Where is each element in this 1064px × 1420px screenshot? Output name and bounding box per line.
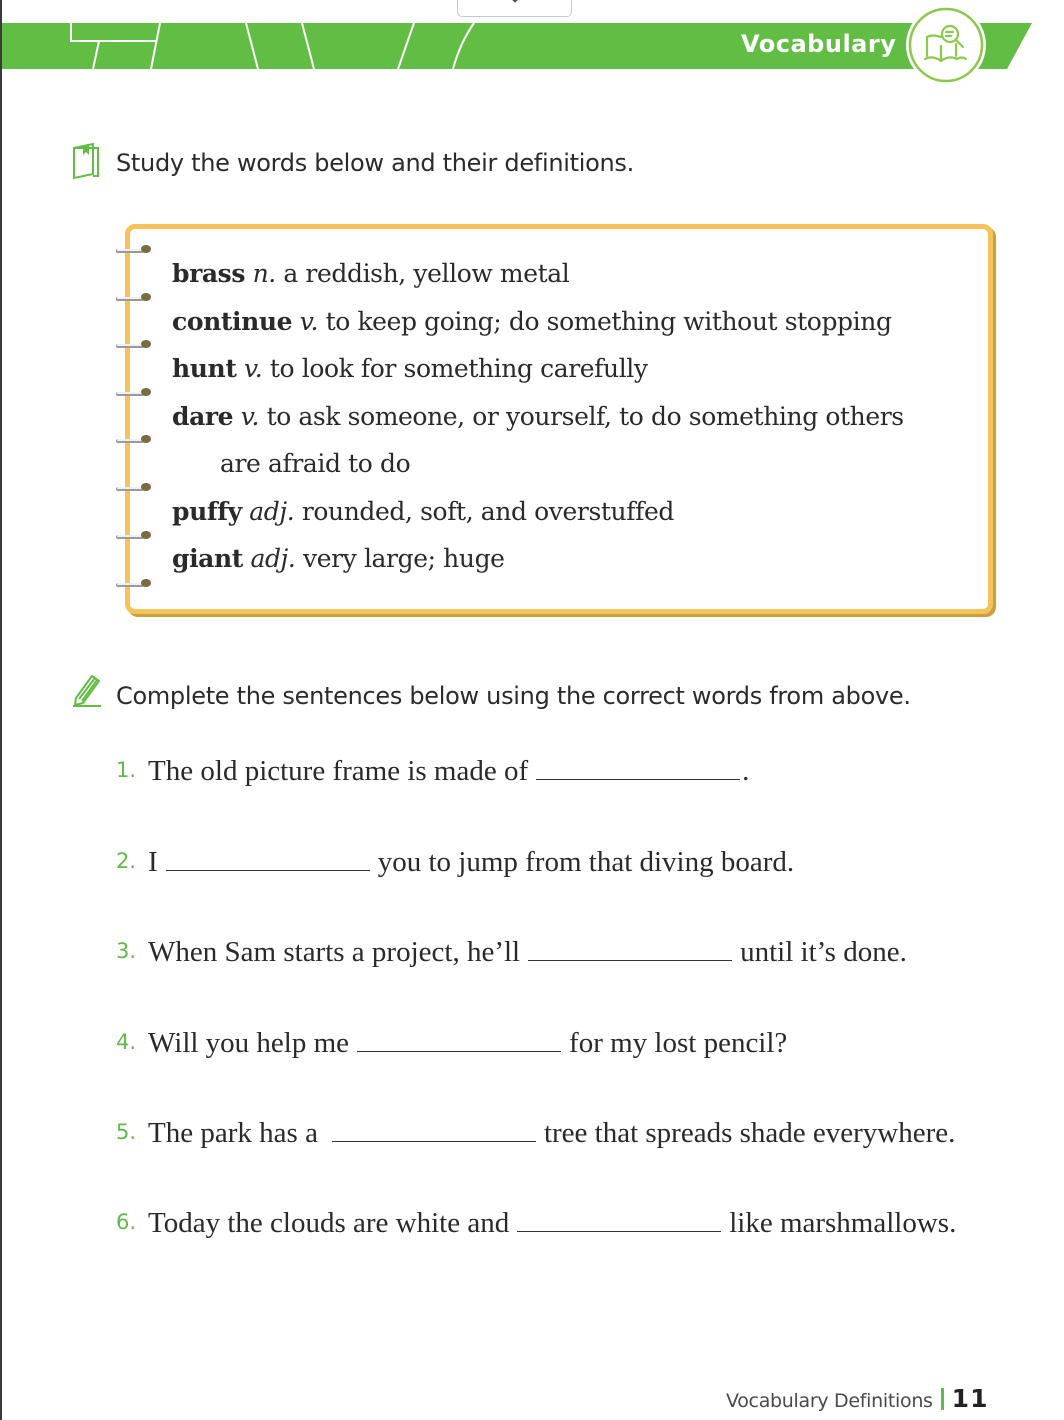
item-number: 1. (116, 758, 137, 782)
item-number: 3. (116, 939, 137, 963)
spiral-ring-icon (116, 431, 156, 447)
sentence-after: until it’s done. (740, 936, 907, 968)
definition-text: to ask someone, or yourself, to do something others (266, 401, 904, 431)
sentence-before: I (148, 846, 158, 878)
definition-text: to look for something carefully (269, 354, 648, 383)
definitions-list (172, 250, 992, 583)
spiral-ring-icon (116, 479, 156, 495)
book-icon (71, 142, 101, 180)
sentence-before: The park has a (148, 1117, 318, 1149)
term: dare (172, 401, 234, 431)
part-of-speech: adj. (250, 544, 296, 573)
definition-item (172, 250, 992, 298)
footer-label: Vocabulary Definitions (726, 1390, 933, 1412)
definition-item (172, 488, 992, 536)
sentence-after: you to jump from that diving board. (377, 846, 795, 878)
term: puffy (172, 496, 242, 526)
definition-continuation: are afraid to do (220, 449, 411, 478)
sentence-before: Will you help me (148, 1027, 350, 1059)
part-of-speech: adj. (249, 496, 295, 526)
spiral-ring-icon (116, 384, 156, 400)
part-of-speech: v. (244, 354, 263, 383)
term: hunt (172, 354, 237, 383)
answer-blank[interactable] (332, 1140, 536, 1142)
item-number: 2. (116, 849, 137, 873)
part-of-speech: v. (240, 401, 260, 431)
spiral-ring-icon (116, 527, 156, 543)
term: giant (172, 544, 243, 573)
item-number: 5. (116, 1120, 137, 1144)
answer-blank[interactable] (166, 869, 370, 871)
page-number: 11 (951, 1384, 989, 1413)
sentence-item (116, 846, 794, 879)
definition-text: rounded, soft, and overstuffed (301, 496, 674, 526)
page-footer (726, 1384, 988, 1413)
sentence-item (116, 1027, 787, 1060)
sentence-before: Today the clouds are white and (148, 1207, 510, 1239)
sentence-after: for my lost pencil? (569, 1027, 788, 1059)
term: brass (172, 259, 246, 288)
part-of-speech: n. (252, 259, 276, 288)
answer-blank[interactable] (357, 1050, 561, 1052)
spiral-ring-icon (116, 336, 156, 352)
answer-blank[interactable] (536, 778, 740, 780)
sentence-item (116, 1117, 955, 1150)
spiral-ring-icon (116, 241, 156, 257)
answer-blank[interactable] (528, 959, 732, 961)
sentence-after: . (742, 755, 750, 787)
footer-divider (941, 1388, 944, 1410)
sentence-after: like marshmallows. (729, 1207, 957, 1239)
definition-text: a reddish, yellow metal (283, 259, 570, 288)
sentence-item (116, 1207, 956, 1240)
definition-text: to keep going; do something without stopping (325, 306, 892, 336)
answer-blank[interactable] (517, 1230, 721, 1232)
sentence-before: The old picture frame is made of (148, 755, 529, 787)
sentence-after: tree that spreads shade everywhere. (543, 1117, 956, 1149)
complete-instruction: Complete the sentences below using the correct words from above. (116, 682, 911, 710)
sentence-item (116, 936, 907, 969)
item-number: 4. (116, 1030, 137, 1054)
sentence-item (116, 755, 749, 788)
term: continue (172, 306, 293, 336)
definition-item (172, 535, 992, 583)
part-of-speech: v. (299, 306, 319, 336)
definition-item (172, 298, 992, 346)
spiral-ring-icon (116, 289, 156, 305)
item-number: 6. (116, 1210, 137, 1234)
book-magnifier-icon (905, 4, 987, 86)
spiral-ring-icon (116, 575, 156, 591)
definition-text: very large; huge (303, 544, 505, 573)
section-title: Vocabulary (741, 30, 897, 58)
chevron-down-icon (507, 0, 523, 3)
page-edge (0, 0, 2, 1420)
study-instruction: Study the words below and their definitions. (116, 149, 634, 177)
sentence-before: When Sam starts a project, he’ll (148, 936, 521, 968)
pencil-icon (71, 672, 103, 708)
definition-item (172, 345, 992, 393)
collapse-tab[interactable] (457, 0, 572, 17)
definition-item (172, 393, 992, 441)
